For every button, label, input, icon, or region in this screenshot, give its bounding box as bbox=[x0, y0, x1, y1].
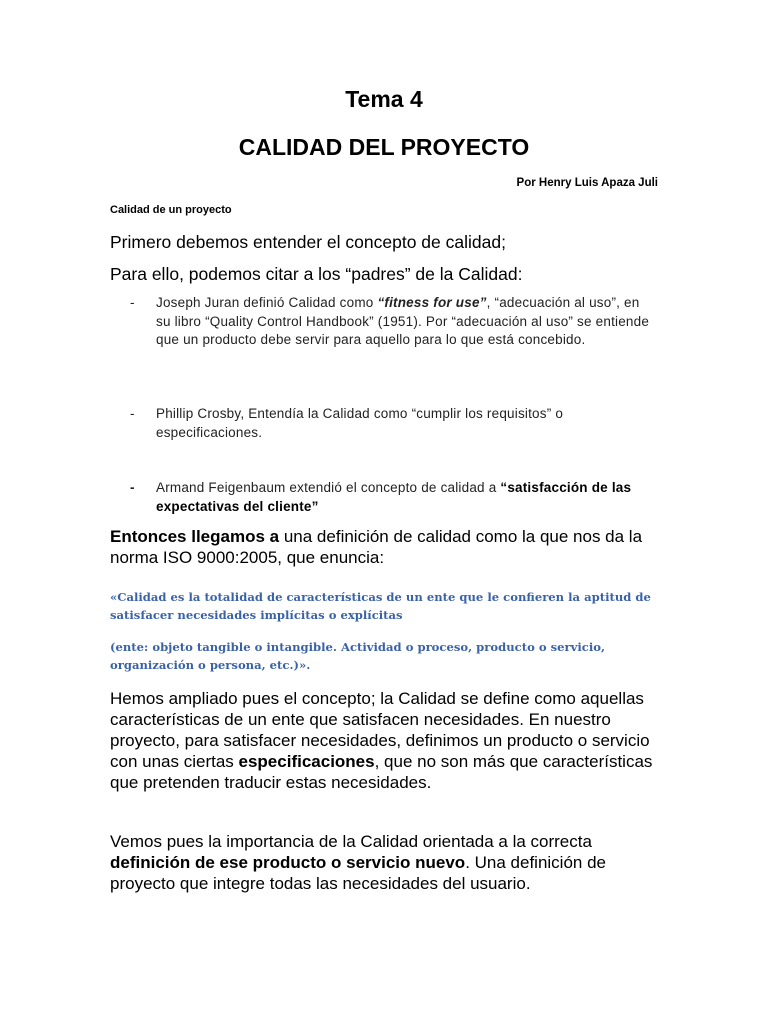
bullet-dash: - bbox=[130, 295, 135, 310]
author-line: Por Henry Luis Apaza Juli bbox=[516, 177, 658, 189]
definition-intro-text: una definición de calidad como la que nos da la norma ISO 9000:2005, que enuncia: bbox=[110, 527, 643, 567]
bullet-juran bbox=[130, 294, 650, 350]
definition-intro bbox=[110, 526, 658, 568]
bullet-text-part: Phillip Crosby, Entendía la Calidad como “cumplir los requisitos” o especificaciones. bbox=[156, 406, 564, 440]
bullet-text bbox=[156, 479, 650, 516]
paragraph-importance bbox=[110, 831, 658, 894]
iso-quote: «Calidad es la totalidad de características de un ente que le confieren la aptitud de satisfacer necesidades implícitas o explícitas bbox=[110, 590, 651, 622]
paragraph-text: Vemos pues la importancia de la Calidad orientada a la correcta bbox=[110, 832, 592, 851]
section-heading: Calidad de un proyecto bbox=[110, 204, 232, 216]
bullet-crosby bbox=[130, 405, 650, 442]
paragraph-bold: especificaciones bbox=[238, 752, 375, 771]
paragraph-quality-definition bbox=[110, 688, 658, 793]
bullet-text-part: , “adecuación al uso”, en su libro “Quality Control Handbook” (1951). Por “adecuación al uso” se entiende que un producto debe servir para aquello para lo que está concebido. bbox=[156, 295, 650, 347]
paragraph-text: , que no son más que características que pretenden traducir estas necesidades. bbox=[110, 752, 653, 792]
paragraph-text: Hemos ampliado pues el concepto; la Calidad se define como aquellas características de un ente que satisfacen necesidades. En nuestro proyecto, para satisfacer necesidades, definimos un producto o servicio con unas ciertas bbox=[110, 689, 650, 771]
bullet-emphasis: “fitness for use” bbox=[377, 295, 487, 310]
bullet-emphasis: “satisfacción de las expectativas del cliente” bbox=[156, 480, 632, 514]
intro-line-2: Para ello, podemos citar a los “padres” de la Calidad: bbox=[110, 264, 523, 284]
bullet-dash: - bbox=[130, 406, 135, 421]
bullet-text-part: Joseph Juran definió Calidad como bbox=[156, 295, 378, 310]
document-subtitle: CALIDAD DEL PROYECTO bbox=[238, 134, 530, 160]
bullet-dash: - bbox=[130, 480, 135, 495]
paragraph-bold: definición de ese producto o servicio nuevo bbox=[110, 853, 466, 872]
bullet-feigenbaum bbox=[130, 479, 650, 516]
bullet-text bbox=[156, 405, 650, 442]
definition-intro-bold: Entonces llegamos a bbox=[110, 527, 280, 546]
bullet-text-part: Armand Feigenbaum extendió el concepto de calidad a bbox=[156, 480, 501, 495]
iso-quote-note: (ente: objeto tangible o intangible. Actividad o proceso, producto o servicio, organización o persona, etc.)». bbox=[110, 640, 605, 672]
bullet-text bbox=[156, 294, 650, 350]
intro-line-1: Primero debemos entender el concepto de calidad; bbox=[110, 232, 506, 252]
document-title: Tema 4 bbox=[345, 86, 423, 112]
paragraph-text: . Una definición de proyecto que integre todas las necesidades del usuario. bbox=[110, 853, 607, 893]
